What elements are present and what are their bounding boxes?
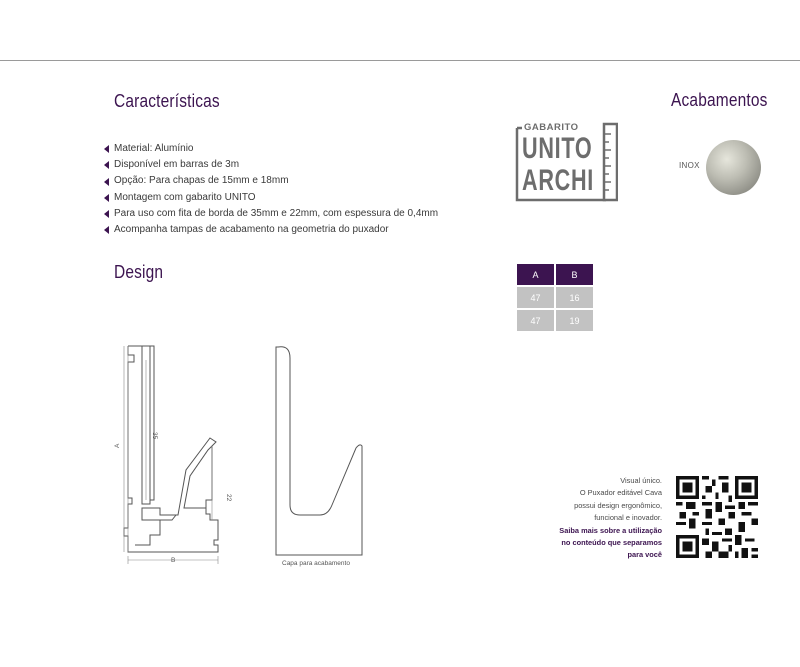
promo-line: O Puxador editável Cava [579,488,662,498]
promo-cta-line: para você [627,550,662,560]
table-cell: 47 [517,287,554,308]
promo-line: Visual único. [620,476,662,485]
dim-label-35: 35 [151,432,158,440]
table-cell: 16 [556,287,593,308]
table-header-cell: B [556,264,593,285]
characteristics-heading: Características [114,91,220,111]
logo-line-1: UNITO [522,132,593,165]
table-header-cell: A [517,264,554,285]
table-cell: 47 [517,310,554,331]
feature-text: Material: Alumínio [114,143,194,154]
promo-text [540,475,662,562]
feature-text: Acompanha tampas de acabamento na geometria do puxador [114,224,389,236]
logo-top-text: GABARITO [524,122,579,133]
qr-code-icon[interactable] [676,476,758,558]
promo-cta-line: no conteúdo que separamos [561,538,662,548]
end-cap-caption: Capa para acabamento [282,560,350,567]
dim-label-22: 22 [225,494,232,502]
promo-cta-line: Saiba mais sobre a utilização [559,525,662,535]
feature-text: Para uso com fita de borda de 35mm e 22mm, com espessura de 0,4mm [114,207,439,219]
promo-line: funcional e inovador. [594,513,662,523]
dimension-lines [124,346,218,564]
dim-label-a: A [114,443,121,448]
design-heading: Design [114,262,164,282]
end-cap-drawing [276,347,362,555]
finish-label: INOX [679,161,700,170]
finishes-heading: Acabamentos [671,90,768,110]
feature-text: Montagem com gabarito UNITO [114,191,256,203]
dim-label-b: B [171,557,176,564]
promo-line: possui design ergonômico, [574,500,662,510]
feature-text: Disponível em barras de 3m [114,159,240,171]
logo-line-2: ARCHI [522,164,594,197]
table-cell: 19 [556,310,593,331]
feature-text: Opção: Para chapas de 15mm e 18mm [114,175,289,187]
profile-drawing [124,346,218,552]
